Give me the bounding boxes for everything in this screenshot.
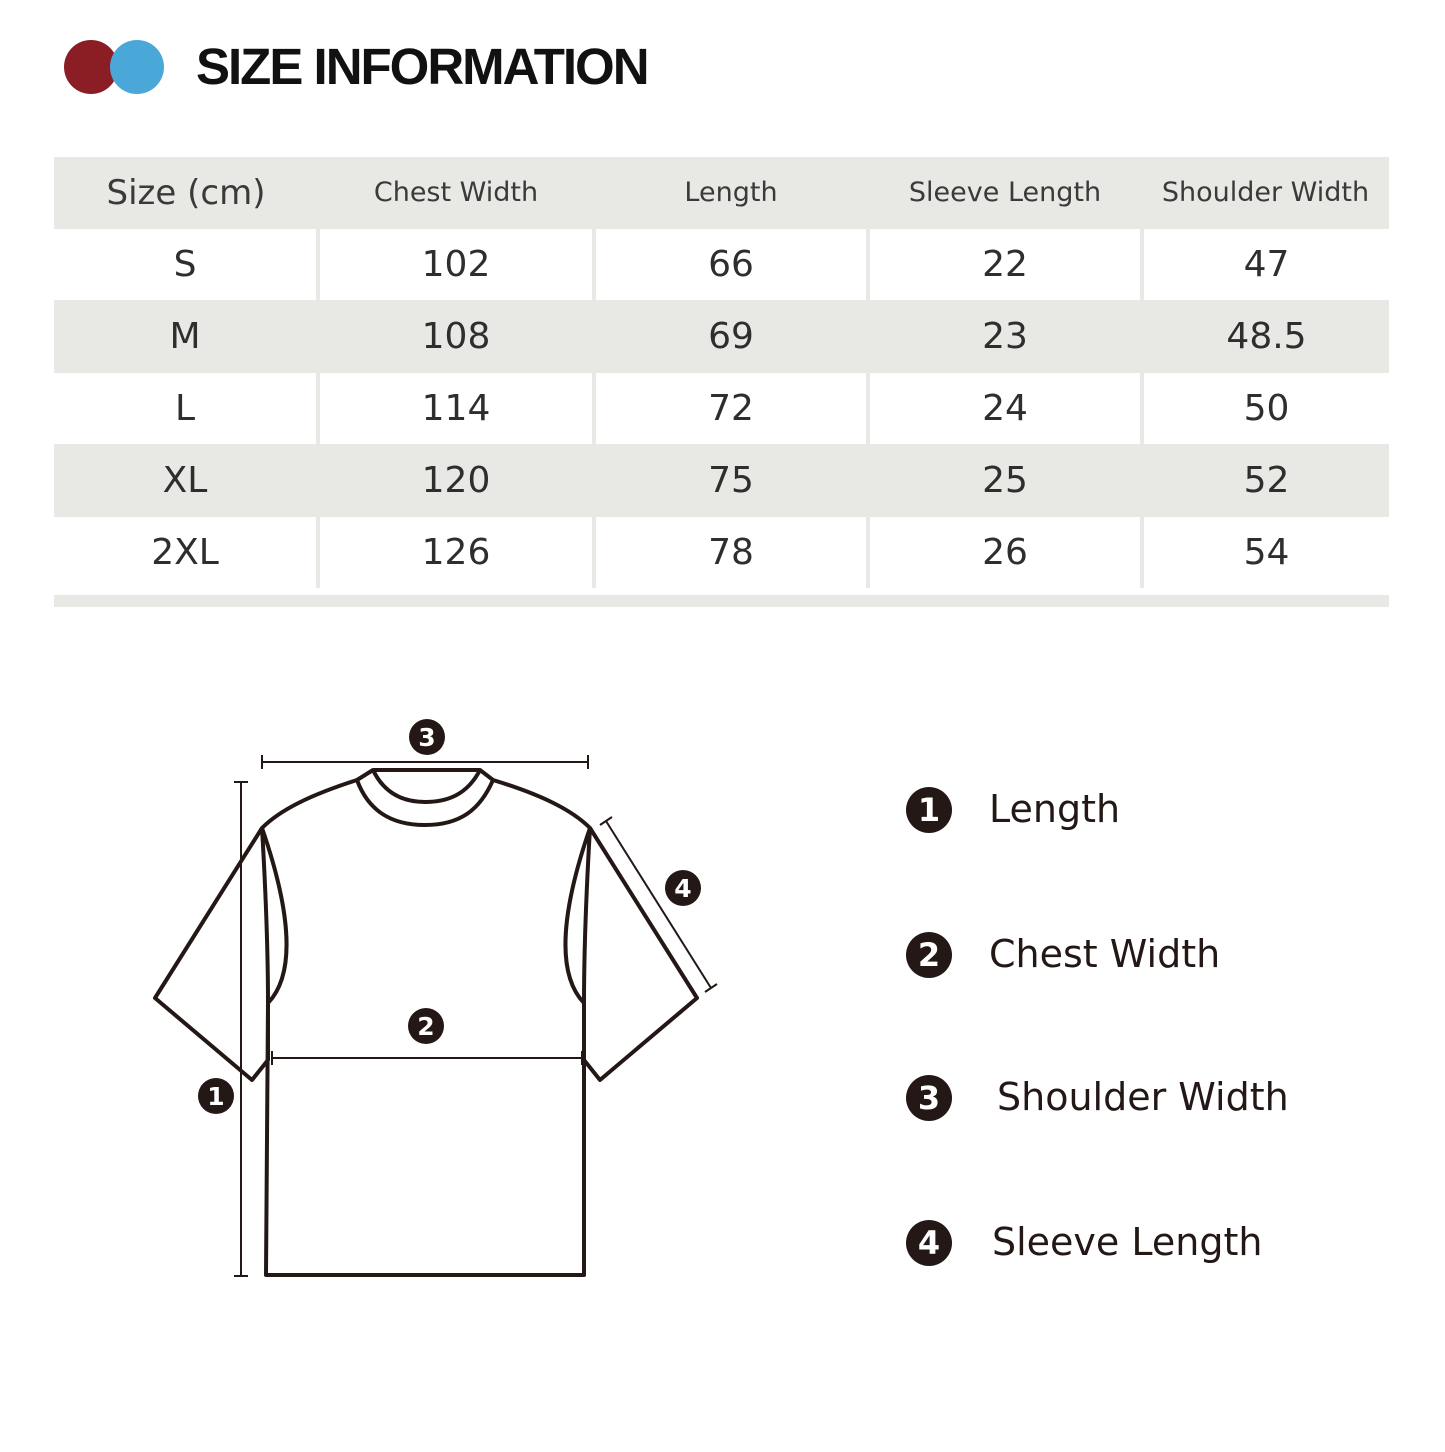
marker-3-label: 3 xyxy=(418,723,436,752)
svg-text:4: 4 xyxy=(917,1224,941,1262)
table-cell: M xyxy=(54,301,318,373)
table-cell: XL xyxy=(54,445,318,517)
column-header: Length xyxy=(594,157,868,229)
legend-label: Sleeve Length xyxy=(992,1220,1263,1264)
table-cell: 22 xyxy=(868,229,1142,301)
table-cell: 2XL xyxy=(151,532,219,573)
table-row xyxy=(54,229,1389,301)
table-row xyxy=(54,517,1389,589)
tshirt-diagram xyxy=(0,700,760,1320)
collar-inner xyxy=(373,770,480,802)
number-3-icon xyxy=(905,1074,953,1122)
table-bottom-divider xyxy=(54,595,1389,607)
table-cell: 78 xyxy=(594,517,868,589)
legend-label: Length xyxy=(989,787,1121,831)
svg-text:1: 1 xyxy=(917,791,941,829)
table-row xyxy=(54,373,1389,445)
number-4-icon xyxy=(905,1219,953,1267)
svg-text:2: 2 xyxy=(917,936,941,974)
column-header: Sleeve Length xyxy=(868,157,1142,229)
size-table xyxy=(54,157,1389,588)
table-cell: 126 xyxy=(318,517,594,589)
table-cell: 52 xyxy=(1142,445,1389,517)
table-cell: 69 xyxy=(594,301,868,373)
table-cell: 120 xyxy=(318,445,594,517)
table-cell: 47 xyxy=(1142,229,1389,301)
column-header: Chest Width xyxy=(318,157,594,229)
number-1-icon xyxy=(905,786,953,834)
table-row xyxy=(54,445,1389,517)
sleeve-measure-line xyxy=(606,821,711,988)
legend-label: Shoulder Width xyxy=(997,1075,1289,1119)
table-cell: 54 xyxy=(1142,517,1389,589)
table-cell: 66 xyxy=(594,229,868,301)
table-cell: 72 xyxy=(594,373,868,445)
column-header: Size (cm) xyxy=(54,157,318,229)
table-cell: S xyxy=(173,244,197,285)
marker-4-label: 4 xyxy=(674,874,692,903)
table-cell: 50 xyxy=(1142,373,1389,445)
table-cell: 75 xyxy=(594,445,868,517)
blue-dot-icon xyxy=(110,40,164,94)
number-2-icon xyxy=(905,931,953,979)
legend-item xyxy=(905,780,1425,840)
table-cell: 23 xyxy=(868,301,1142,373)
marker-1-label: 1 xyxy=(207,1082,225,1111)
column-header: Shoulder Width xyxy=(1142,157,1389,229)
table-cell: 48.5 xyxy=(1142,301,1389,373)
legend-item xyxy=(905,1068,1425,1128)
table-row xyxy=(54,301,1389,373)
table-cell: L xyxy=(174,388,196,429)
legend-label: Chest Width xyxy=(989,932,1221,976)
table-cell: 25 xyxy=(868,445,1142,517)
legend-item xyxy=(905,1213,1425,1273)
legend-item xyxy=(905,925,1425,985)
table-cell: 114 xyxy=(318,373,594,445)
page-title: SIZE INFORMATION xyxy=(196,38,648,95)
table-cell: 24 xyxy=(868,373,1142,445)
table-cell: 108 xyxy=(318,301,594,373)
svg-text:3: 3 xyxy=(917,1079,941,1117)
marker-2-label: 2 xyxy=(417,1012,435,1041)
table-header-row xyxy=(54,157,1389,229)
table-cell: 102 xyxy=(318,229,594,301)
table-cell: 26 xyxy=(868,517,1142,589)
